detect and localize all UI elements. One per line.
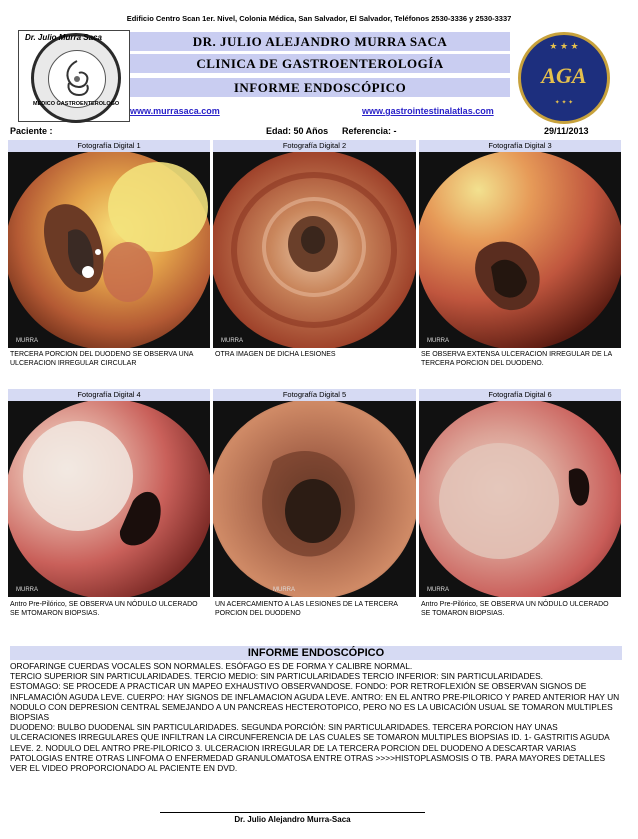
watermark-text: MURRA xyxy=(16,338,38,344)
aga-seal-icon: ★ ★ ★ AGA ✦ ✦ ✦ xyxy=(518,32,610,124)
photo-caption-6: Antro Pre-Pilórico, SE OBSERVA UN NÓDULO ULCERADO SE TOMARON BIOPSIAS. xyxy=(421,601,609,617)
watermark-text: MURRA xyxy=(427,587,449,593)
patient-age: Edad: 50 Años xyxy=(266,126,329,136)
report-paragraph-esofago: TERCIO SUPERIOR SIN PARTICULARIDADES. TERCIO MEDIO: SIN PARTICULARIDADES TERCIO INFERIOR: SIN PARTICULARIDADES. xyxy=(10,671,543,682)
report-section-title: INFORME ENDOSCÓPICO xyxy=(10,646,622,660)
doctor-logo xyxy=(18,30,130,122)
photo-caption-3: SE OBSERVA EXTENSA ULCERACION IRREGULAR DE LA TERCERA PORCION DEL DUODENO. xyxy=(421,351,612,367)
patient-reference: Referencia: - xyxy=(342,126,397,136)
clinic-name-bar: CLINICA DE GASTROENTEROLOGÍA xyxy=(130,54,510,73)
endoscopy-photo-5[interactable] xyxy=(213,401,416,597)
photo-label-5: Fotografía Digital 5 xyxy=(213,389,416,401)
report-paragraph-estomago: ESTOMAGO: SE PROCEDE A PRACTICAR UN MAPEO EXHAUSTIVO OBSERVANDOSE. FONDO: POR RETROFLEXIÓN SE OBSERVAN SIGNOS DE INFLAMACIÓN AGUDA LEVE. CUERPO: HAY SIGNOS DE INFLAMACION AGUDA LEVE. ANTRO: EN EL ANTRO PRE-PILORICO Y PARED ANTERIOR HAY UN NODULO CON DEPRESION CENTRAL SEMEJANDO A UN PANCREAS HECTEROTOPICO, PERO NO ES LA UBICACIÓN USUAL SE TOMARON MULTIPLES BIOPSIAS xyxy=(10,681,620,723)
photo-caption-4: Antro Pre-Pilórico, SE OBSERVA UN NÓDULO ULCERADO SE MTOMARON BIOPSIAS. xyxy=(10,601,198,617)
photo-label-4: Fotografía Digital 4 xyxy=(8,389,210,401)
watermark-text: MURRA xyxy=(221,338,243,344)
photo-caption-1: TERCERA PORCION DEL DUODENO SE OBSERVA UNA ULCERACION IRREGULAR CIRCULAR xyxy=(10,351,194,367)
photo-label-2: Fotografía Digital 2 xyxy=(213,140,416,152)
report-body xyxy=(10,661,622,773)
logo-bottom-text: MEDICO GASTROENTEROLOGO xyxy=(33,101,120,107)
report-paragraph-orofaringe: OROFARINGE CUERDAS VOCALES SON NORMALES. ESÓFAGO ES DE FORMA Y CALIBRE NORMAL. xyxy=(10,661,413,671)
watermark-text: MURRA xyxy=(427,338,449,344)
doctor-signature: Dr. Julio Alejandro Murra-Saca xyxy=(234,815,351,824)
photo-label-6: Fotografía Digital 6 xyxy=(419,389,621,401)
patient-info-row xyxy=(10,126,628,138)
endoscopy-photo-2[interactable] xyxy=(213,152,416,348)
photo-caption-5: UN ACERCAMIENTO A LAS LESIONES DE LA TERCERA PORCION DEL DUODENO xyxy=(215,601,398,617)
signature-line xyxy=(160,812,425,813)
website-link-murrasaca[interactable]: www.murrasaca.com xyxy=(130,106,220,116)
doctor-name-bar: DR. JULIO ALEJANDRO MURRA SACA xyxy=(130,32,510,51)
clinic-address: Edificio Centro Scan 1er. Nivel, Colonia Médica, San Salvador, El Salvador, Teléfonos 2530-3336 y 2530-3337 xyxy=(126,14,512,23)
stomach-icon xyxy=(59,59,95,99)
patient-label: Paciente : xyxy=(10,126,53,136)
photo-label-1: Fotografía Digital 1 xyxy=(8,140,210,152)
logo-seal-icon xyxy=(31,33,121,123)
photo-caption-2: OTRA IMAGEN DE DICHA LESIONES xyxy=(215,351,336,358)
photo-label-3: Fotografía Digital 3 xyxy=(419,140,621,152)
website-link-atlas[interactable]: www.gastrointestinalatlas.com xyxy=(362,106,494,116)
endoscopy-photo-4[interactable] xyxy=(8,401,210,597)
endoscopy-photo-1[interactable] xyxy=(8,152,210,348)
endoscopy-photo-3[interactable] xyxy=(419,152,621,348)
report-date: 29/11/2013 xyxy=(544,126,589,136)
report-type-bar: INFORME ENDOSCÓPICO xyxy=(130,78,510,97)
watermark-text: MURRA xyxy=(16,587,38,593)
endoscopy-photo-6[interactable] xyxy=(419,401,621,597)
report-paragraph-duodeno: DUODENO: BULBO DUODENAL SIN PARTICULARIDADES. SEGUNDA PORCIÓN: SIN PARTICULARIDADES. TERCERA PORCION HAY UNAS ULCERACIONES IRREGULARES QUE INFILTRAN LA CIRCUNFERENCIA DE LAS CUALES SE TOMARON MULTIPLES BIOPSIAS ID. 1- GASTRITIS AGUDA LEVE. 2. NODULO DEL ANTRO PRE-PILORICO 3. ULCERACION IRREGULAR DE LA TERCERA PORCION DEL DUODENO A DESCARTAR VARIAS PATOLOGIAS ENTRE OTRAS LINFOMA O ENFERMEDAD GRANULOMATOSA ENTRE OTRAS >>>>HISTOPLASMOSIS O TB. PARA MAYORES DETALLES VER EL VIDEO PROPORCIONADO AL PACIENTE EN DVD. xyxy=(10,722,610,774)
aga-logo-text: AGA xyxy=(541,63,587,88)
aga-logo xyxy=(514,30,610,120)
logo-top-text: Dr. Julio Murra Saca xyxy=(25,33,102,42)
watermark-text: MURRA xyxy=(273,587,295,593)
